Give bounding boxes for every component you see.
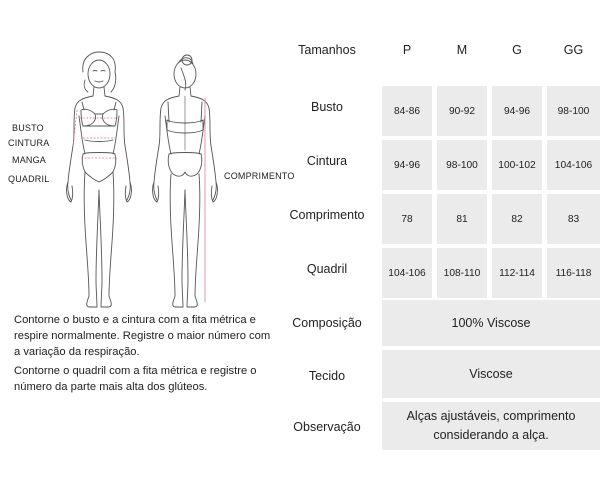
cell-quadril-m: 108-110	[437, 248, 487, 298]
row-label-quadril: Quadril	[306, 262, 348, 276]
cell-composicao: 100% Viscose	[382, 300, 600, 346]
cell-comprimento-gg: 83	[547, 194, 600, 244]
cell-quadril-p: 104-106	[382, 248, 432, 298]
cell-comprimento-m: 81	[437, 194, 487, 244]
header-size-g: G	[512, 43, 522, 57]
instruction-quadril: Contorne o quadril com a fita métrica e registre o número da parte mais alta dos glúteos.	[14, 365, 257, 393]
label-busto: BUSTO	[12, 123, 44, 133]
body-measurement-illustration	[55, 50, 235, 310]
label-manga: MANGA	[12, 155, 47, 165]
cell-quadril-gg: 116-118	[547, 248, 600, 298]
cell-observacao: Alças ajustáveis, comprimento considerando a alça.	[382, 402, 600, 450]
front-figure	[67, 52, 132, 307]
cell-busto-p: 84-86	[382, 86, 432, 136]
header-size-gg: GG	[563, 43, 584, 57]
row-label-tecido: Tecido	[308, 369, 346, 383]
cell-quadril-g: 112-114	[492, 248, 542, 298]
instruction-busto-cintura: Contorne o busto e a cintura com a fita métrica e respire normalmente. Registre o maior número com a variação da respiração.	[14, 314, 271, 358]
cell-busto-g: 94-96	[492, 86, 542, 136]
label-quadril: QUADRIL	[8, 174, 50, 184]
row-label-comprimento: Comprimento	[289, 208, 365, 222]
header-size-m: M	[456, 43, 468, 57]
cell-cintura-m: 98-100	[437, 140, 487, 190]
cell-busto-gg: 98-100	[547, 86, 600, 136]
cell-tecido: Viscose	[382, 350, 600, 398]
cell-comprimento-p: 78	[382, 194, 432, 244]
label-cintura: CINTURA	[8, 138, 50, 148]
cell-busto-m: 90-92	[437, 86, 487, 136]
header-tamanhos: Tamanhos	[298, 43, 356, 57]
cell-cintura-p: 94-96	[382, 140, 432, 190]
row-label-composicao: Composição	[292, 316, 362, 330]
header-size-p: P	[402, 43, 412, 57]
label-comprimento: COMPRIMENTO	[224, 171, 295, 181]
cell-cintura-gg: 104-106	[547, 140, 600, 190]
cell-cintura-g: 100-102	[492, 140, 542, 190]
back-figure	[153, 55, 218, 307]
row-label-busto: Busto	[311, 100, 343, 114]
row-label-observacao: Observação	[293, 420, 361, 434]
cell-comprimento-g: 82	[492, 194, 542, 244]
row-label-cintura: Cintura	[306, 154, 348, 168]
